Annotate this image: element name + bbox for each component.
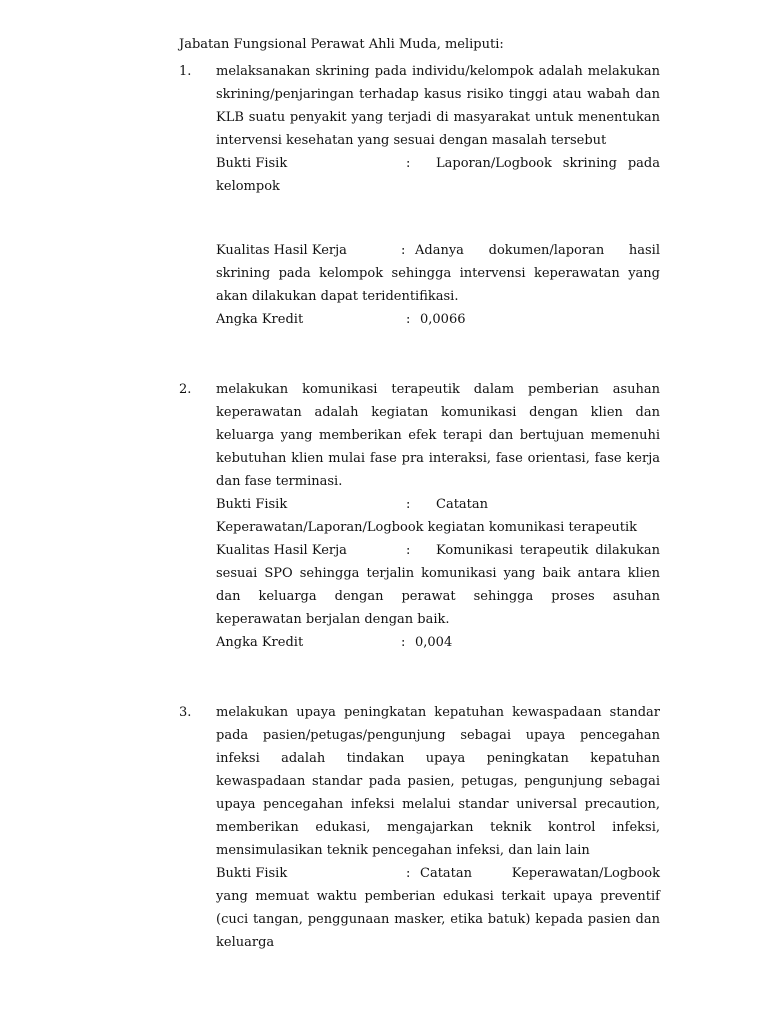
item-body (216, 60, 660, 331)
angka-kredit-field (216, 308, 660, 331)
bukti-fisik-label: Bukti Fisik (216, 156, 288, 171)
bukti-fisik-label: Bukti Fisik (216, 866, 288, 881)
field-colon: : (406, 312, 411, 327)
bukti-fisik-field (216, 152, 660, 198)
kualitas-label: Kualitas Hasil Kerja (216, 243, 347, 258)
angka-kredit-value: 0,004 (415, 635, 453, 650)
field-colon: : (401, 243, 406, 258)
item-body (216, 378, 660, 654)
bukti-fisik-field (216, 493, 660, 539)
field-colon: : (401, 635, 406, 650)
item-description: melakukan komunikasi terapeutik dalam pemberian asuhan keperawatan adalah kegiatan komunikasi dengan klien dan keluarga yang memberikan efek terapi dan bertujuan memenuhi kebutuhan klien mulai fase pra interaksi, fase orientasi, fase kerja dan fase terminasi. (216, 382, 660, 489)
bukti-fisik-value: Catatan Keperawatan/Laporan/Logbook kegiatan komunikasi terapeutik (216, 497, 637, 535)
kualitas-value: Komunikasi terapeutik dilakukan sesuai SPO sehingga terjalin komunikasi yang baik antara klien dan keluarga dengan perawat sehingga proses asuhan keperawatan berjalan dengan baik. (216, 543, 660, 627)
field-colon: : (406, 156, 411, 171)
kualitas-field (216, 539, 660, 631)
bukti-fisik-field (216, 862, 660, 954)
document-heading: Jabatan Fungsional Perawat Ahli Muda, meliputi: (179, 37, 504, 52)
field-colon: : (406, 543, 411, 558)
item-body (216, 701, 660, 954)
angka-kredit-field (216, 631, 660, 654)
field-colon: : (406, 866, 411, 881)
kualitas-label: Kualitas Hasil Kerja (216, 543, 347, 558)
item-number: 3. (179, 705, 192, 720)
spacer (216, 198, 660, 239)
kualitas-field (216, 239, 660, 308)
field-colon: : (406, 497, 411, 512)
bukti-fisik-value: Catatan Keperawatan/Logbook yang memuat waktu pemberian edukasi terkait upaya preventif (cuci tangan, penggunaan masker, etika batuk) kepada pasien dan keluarga (216, 866, 660, 950)
item-description: melakukan upaya peningkatan kepatuhan kewaspadaan standar pada pasien/petugas/pengunjung sebagai upaya pencegahan infeksi adalah tindakan upaya peningkatan kepatuhan kewaspadaan standar pada pasien, petugas, pengunjung sebagai upaya pencegahan infeksi melalui standar universal precaution, memberikan edukasi, mengajarkan teknik kontrol infeksi, mensimulasikan teknik pencegahan infeksi, dan lain lain (216, 705, 660, 858)
angka-kredit-label: Angka Kredit (216, 635, 304, 650)
item-number: 1. (179, 64, 192, 79)
kualitas-value: Adanya dokumen/laporan hasil skrining pada kelompok sehingga intervensi keperawatan yang akan dilakukan dapat teridentifikasi. (216, 243, 660, 304)
item-description: melaksanakan skrining pada individu/kelompok adalah melakukan skrining/penjaringan terhadap kasus risiko tinggi atau wabah dan KLB suatu penyakit yang terjadi di masyarakat untuk menentukan intervensi kesehatan yang sesuai dengan masalah tersebut (216, 64, 660, 148)
angka-kredit-value: 0,0066 (420, 312, 466, 327)
bukti-fisik-label: Bukti Fisik (216, 497, 288, 512)
angka-kredit-label: Angka Kredit (216, 312, 304, 327)
bukti-fisik-value: Laporan/Logbook skrining pada kelompok (216, 156, 660, 194)
item-number: 2. (179, 382, 192, 397)
